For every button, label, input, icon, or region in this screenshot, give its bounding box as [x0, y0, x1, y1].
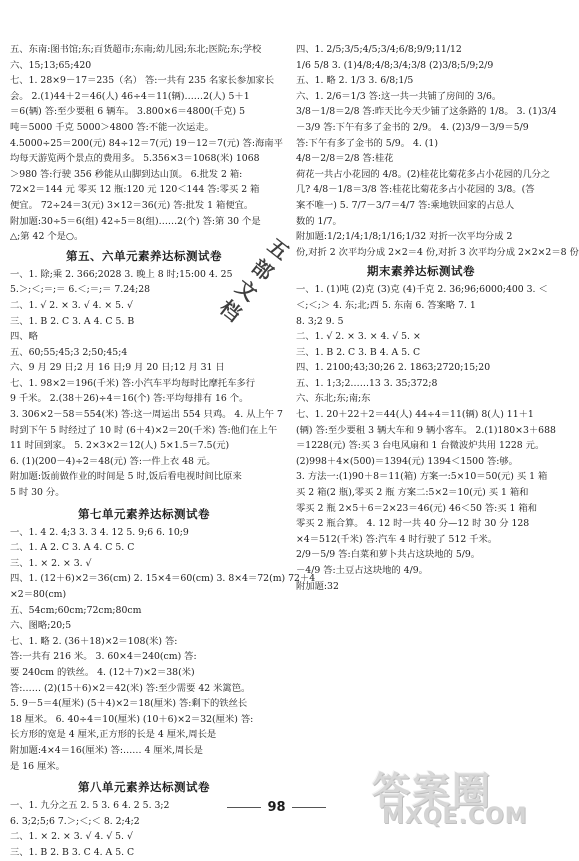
- answer-line: 1/6 5/8 3. (1)4/8;4/8;3/4;3/8 (2)3/8;5/9;2/9: [296, 59, 494, 71]
- answer-line: 五、东南:图书馆;东;百货超市;东南;幼儿园;东北;医院;东;学校: [10, 44, 262, 55]
- answer-line: 长方形的宽是 4 厘米,正方形的长是 4 厘米,周长是: [10, 729, 217, 741]
- answer-line: 六、图略;20;5: [10, 620, 72, 632]
- answer-line: 五、54cm;60cm;72cm;80cm: [10, 604, 142, 616]
- answer-line: 三、1. B 2. C 3. A 4. C 5. B: [10, 315, 135, 327]
- answer-line: 2/9－5/9 答:白菜和萝卜共占这块地的 5/9。: [296, 549, 481, 561]
- answer-line: 附加题:饭前做作业的时间是 5 时,饭后看电视时间比原来: [10, 471, 242, 483]
- answer-line: 七、1. 略 2. (36＋18)×2＝108(米) 答:: [10, 635, 178, 647]
- answer-line: ＝1228(元) 答:买 3 台电风扇和 1 台微波炉共用 1228 元。: [296, 440, 545, 452]
- answer-line: 时到下午 5 时经过了 10 时 (6＋4)×2＝20(千米) 答:他们在上午: [10, 424, 278, 436]
- answer-line: 一、1. (1)吨 (2)克 (3)克 (4)千克 2. 36;96;6000;400 3. ＜: [296, 284, 548, 296]
- right-intro-answers: [296, 42, 579, 260]
- answer-line: －4/9 答:土豆占这块地的 4/9。: [296, 565, 428, 576]
- answer-line: (2)998＋4×(500)＝1394(元) 1394＜1500 答:够。: [296, 455, 518, 467]
- answer-line: 答:下午有多了金书的 5/9。 4. (1): [296, 137, 438, 149]
- page-number-rule: [227, 807, 261, 808]
- left-intro-answers: [10, 42, 283, 245]
- answer-line: 附加题:1/2;1/4;1/8;1/16;1/32 对折一次平均分成 2: [296, 231, 513, 243]
- watermark-logo: [372, 760, 548, 832]
- answer-line: 七、1. 98×2＝196(千米) 答:小汽车平均每时比摩托车多行: [10, 377, 256, 389]
- answer-line: 案不唯一) 5. 7/7－3/7＝4/7 答:乘地铁回家的占总人: [296, 199, 515, 211]
- answer-line: 附加题:4×4＝16(厘米) 答:…… 4 厘米,周长是: [10, 744, 203, 756]
- answer-line: 是 16 厘米。: [10, 760, 65, 772]
- answer-line: 一、1. 4 2. 4;3 3. 3 4. 12 5. 9;6 6. 10;9: [10, 526, 189, 538]
- answer-line: ×2＝80(cm): [10, 589, 67, 600]
- answer-line: 均每天游览两个景点的费用多。 5.356×3＝1068(米) 1068: [10, 153, 260, 165]
- answer-line: 四、略: [10, 331, 38, 343]
- answer-line: 72×2＝144 元 零买 12 瓶:120 元 120＜144 答:零买 2 箱: [10, 184, 260, 196]
- answer-line: 一、1. 除;乘 2. 366;2028 3. 晚上 8 时;15:00 4. 25: [10, 268, 233, 280]
- answer-line: 数的 1/7。: [296, 215, 342, 227]
- answer-line: 答:一共有 216 米。 3. 60×4＝240(cm) 答:: [10, 651, 197, 663]
- answer-line: 3. 方法一:(1)90＋8＝11(箱) 方案一:5×10＝50(元) 买 1 箱: [296, 471, 548, 483]
- answer-line: 三、1. × 2. × 3. √: [10, 557, 92, 569]
- answer-line: 六、15;13;65;420: [10, 59, 92, 71]
- answer-line: 6. 3;2;5;6 7.＞;＜;＜ 8. 2;4;2: [10, 815, 140, 827]
- answer-line: 五、1. 1;3;2……13 3. 35;372;8: [296, 377, 438, 389]
- answer-line: 5.＞;＜;＝;＝ 6.＜;＝;＝ 7.24;28: [10, 284, 151, 296]
- answer-line: (辆) 答:至少要租 3 辆大车和 9 辆小客车。 2.(1)180×3＋688: [296, 424, 556, 436]
- answer-line: ＝6(辆) 答:至少要租 6 辆车。 3.800×6＝4800(千克) 5: [10, 106, 246, 118]
- answer-line: ＜;＜;＞ 4. 东;北;西 5. 东南 6. 答案略 7. 1: [296, 299, 476, 311]
- answer-line: 9 千米。 2.(38＋26)÷4＝16(个) 答:平均每排有 16 个。: [10, 393, 249, 405]
- section-body-unit-7: [10, 525, 316, 775]
- answer-line: 11 时回到家。 5. 2×3×2＝12(人) 5×1.5＝7.5(元): [10, 440, 230, 452]
- answer-line: 三、1. B 2. C 3. B 4. A 5. C: [296, 346, 421, 358]
- answer-line: 答:…… (2)(15＋6)×2＝42(米) 答:至少需要 42 米篱笆。: [10, 682, 251, 694]
- answer-line: 零买 2 瓶合算。 4. 12 时一共 40 分—12 时 30 分 128: [296, 518, 530, 530]
- answer-line: 要 240cm 的铁丝。 4. (12＋7)×2＝38(米): [10, 666, 195, 678]
- page-number-text: 98: [267, 800, 286, 815]
- stamp-char: 五: [263, 233, 294, 265]
- answer-line: 便宜。 72÷24＝3(元) 3×12＝36(元) 答:批发 1 箱便宜。: [10, 199, 254, 211]
- answer-line: 8. 3;2 9. 5: [296, 315, 344, 327]
- answer-line: 三、1. B 2. B 3. C 4. A 5. C: [10, 846, 135, 858]
- answer-line: 二、1. √ 2. × 3. √ 4. × 5. √: [10, 299, 133, 311]
- answer-line: ×4＝512(千米) 答:汽车 4 时行驶了 512 千米。: [296, 533, 498, 545]
- stamp-char: 部: [247, 253, 278, 286]
- answer-line: 份,对折 2 次平均分成 2×2＝4 份,对折 3 次平均分成 2×2×2＝8 份: [296, 246, 579, 258]
- answer-line: 二、1. × 2. × 3. √ 4. √ 5. √: [10, 831, 133, 843]
- answer-line: 5. 9－5＝4(厘米) (5＋4)×2＝18(厘米) 答:剩下的铁丝长: [10, 698, 248, 710]
- section-title-unit-7: 第七单元素养达标测试卷: [78, 506, 210, 521]
- answer-line: 五、60;55;45;3 2;50;45;4: [10, 346, 128, 358]
- answer-line: 二、1. A 2. C 3. A 4. C 5. C: [10, 542, 135, 554]
- answer-line: 二、1. √ 2. × 3. × 4. √ 5. ×: [296, 331, 421, 343]
- watermark-logo-text: 答案圈: [372, 769, 493, 813]
- left-column: [10, 42, 316, 861]
- answer-line: 六、1. 2/6＝1/3 答:这一共一共铺了房间的 3/6。: [296, 90, 502, 102]
- answer-line: ＞980 答:行驶 356 秒能从山脚到达山顶。 6.批发 2 箱:: [10, 168, 243, 180]
- answer-line: 会。 2.(1)44＋2＝46(人) 46÷4＝11(辆)……2(人) 5＋1: [10, 90, 250, 102]
- answer-line: 六、9 月 29 日;2 月 16 日;9 月 20 日;12 月 31 日: [10, 362, 225, 374]
- answer-line: 七、1. 28×9－17＝235（名） 答:一共有 235 名家长参加家长: [10, 75, 275, 87]
- answer-line: 一、1. 九分之五 2. 5 3. 6 4. 2 5. 3;2: [10, 800, 170, 812]
- answer-line: －3/9 答:下午有多了金书的 2/9。 4. (2)3/9－3/9＝5/9: [296, 121, 529, 133]
- answer-line: 6. (1)(200－4)÷2＝48(元) 答:一件上衣 48 元。: [10, 455, 216, 467]
- answer-line: 3. 306×2－58＝554(米) 答:这一周运出 554 只鸡。 4. 从上午 7: [10, 409, 283, 421]
- answer-line: 附加题:32: [296, 580, 339, 592]
- answer-line: 几? 4/8－1/8＝3/8 答:桂花比菊花多占小花园的 3/8。(答: [296, 184, 535, 196]
- answer-line: 4/8－2/8＝2/8 答:桂花: [296, 153, 394, 165]
- answer-line: △;第 42 个是○。: [10, 231, 84, 243]
- answer-line: 六、东北;东;南;东: [296, 393, 371, 405]
- answer-line: 四、1. (12＋6)×2＝36(cm) 2. 15×4＝60(cm) 3. 8×4＝72(m) 72＋4: [10, 573, 316, 585]
- answer-line: 5 时 30 分。: [10, 487, 65, 499]
- answer-line: 四、1. 2100;43;30;26 2. 1863;2720;15;20: [296, 362, 491, 374]
- answer-line: 吨＝5000 千克 5000＞4800 答:不能一次运走。: [10, 121, 214, 133]
- answer-line: 荷花一共占小花园的 4/8。(2)桂花比菊花多占小花园的几分之: [296, 168, 551, 180]
- answer-line: 七、1. 20＋22＋2＝44(人) 44÷4＝11(辆) 8(人) 11＋1: [296, 409, 534, 421]
- stamp-char: 档: [215, 294, 246, 327]
- answer-line: 零买 2 瓶 2×5＋6＝2×23＝46(元) 46＜50 答:买 1 箱和: [296, 502, 538, 514]
- answer-line: 买 2 箱(2 瓶),零买 2 瓶 方案二:5×2＝10(元) 买 1 箱和: [296, 487, 529, 499]
- watermark-url: MXQE.COM: [382, 804, 528, 829]
- answer-line: 4.5000÷25＝200(元) 84÷12＝7(元) 19－12＝7(元) 答:海南平: [10, 137, 283, 149]
- answer-line: 附加题:30÷5＝6(组) 42÷5＝8(组)……2(个) 答:第 30 个是: [10, 215, 261, 227]
- answer-line: 18 厘米。 6. 40÷4＝10(厘米) (10＋6)×2＝32(厘米) 答:: [10, 713, 254, 725]
- section-title-unit-8: 第八单元素养达标测试卷: [78, 780, 210, 795]
- answer-line: 3/8－1/8＝2/8 答:昨天比今天少铺了这条路的 1/8。 3. (1)3/4: [296, 106, 557, 118]
- stamp-char: 文: [231, 274, 262, 306]
- answer-line: 五、1. 略 2. 1/3 3. 6/8;1/5: [296, 75, 414, 87]
- section-title-units-5-6: 第五、六单元素养达标测试卷: [66, 248, 222, 263]
- answer-line: 四、1. 2/5;3/5;4/5;3/4;6/8;9/9;11/12: [296, 44, 462, 55]
- page-number-rule: [292, 807, 326, 808]
- section-title-final-test: 期末素养达标测试卷: [367, 264, 475, 279]
